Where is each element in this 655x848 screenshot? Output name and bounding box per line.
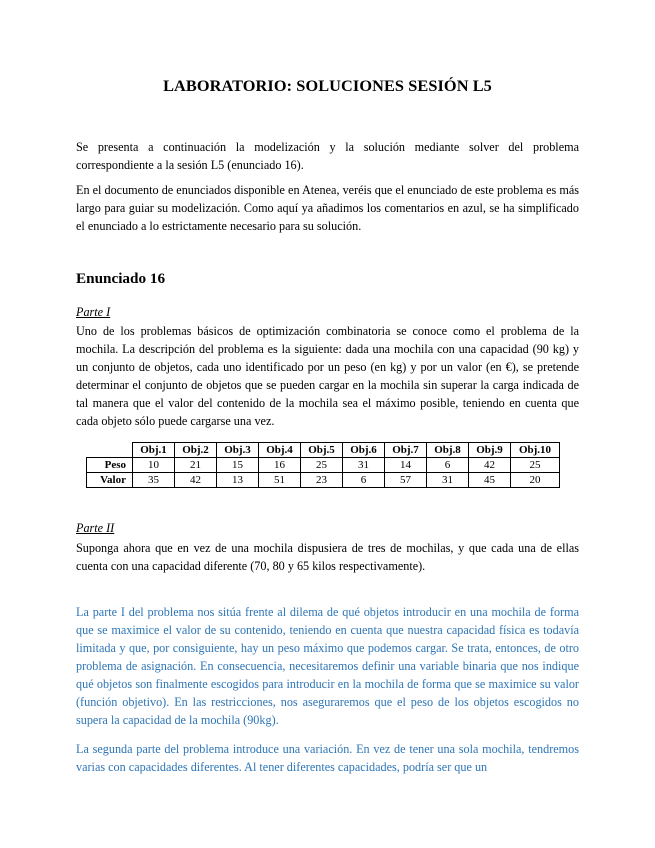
- table-cell: 10: [133, 458, 175, 473]
- parte-2-label: Parte II: [76, 521, 115, 535]
- intro-paragraph-2: En el documento de enunciados disponible en Atenea, veréis que el enunciado de este problema es más largo para guiar su modelización. Como aquí ya añadimos los comentarios en azul, se ha simplificado el enunciado a lo estrictamente necesario para su solución.: [76, 183, 579, 233]
- table-corner-cell: [87, 443, 133, 458]
- table-cell: 31: [427, 473, 469, 488]
- table-cell: 57: [385, 473, 427, 488]
- table-cell: 42: [175, 473, 217, 488]
- table-cell: 31: [343, 458, 385, 473]
- table-cell: 6: [343, 473, 385, 488]
- objects-table: [86, 442, 560, 488]
- table-row-valor: [87, 473, 560, 488]
- table-header-cell: Obj.1: [133, 443, 175, 458]
- table-header-cell: Obj.5: [301, 443, 343, 458]
- table-cell: 20: [511, 473, 560, 488]
- table-cell: 35: [133, 473, 175, 488]
- table-cell: 25: [511, 458, 560, 473]
- table-cell: 42: [469, 458, 511, 473]
- parte-1-label: Parte I: [76, 305, 111, 319]
- comment-paragraph-1: La parte I del problema nos sitúa frente al dilema de qué objetos introducir en una mochila de forma que se maximice el valor de su contenido, teniendo en cuenta que nuestra capacidad física es todavía limitada y que, por consiguiente, hay un peso máximo que podemos cargar. Se trata, entonces, de otro problema de asignación. En consecuencia, necesitaremos definir una variable binaria que nos indique qué objetos son finalmente escogidos para introducir en la mochila de forma que se maximice su valor (función objetivo). En las restricciones, nos aseguraremos que el peso de los objetos escogidos no supera la capacidad de la mochila (90kg).: [76, 605, 579, 727]
- table-cell: 13: [217, 473, 259, 488]
- table-cell: 51: [259, 473, 301, 488]
- section-heading: Enunciado 16: [76, 270, 166, 287]
- table-cell: 45: [469, 473, 511, 488]
- table-row-peso: [87, 458, 560, 473]
- row-label-peso: Peso: [87, 458, 133, 473]
- table-header-cell: Obj.7: [385, 443, 427, 458]
- row-label-valor: Valor: [87, 473, 133, 488]
- document-title: LABORATORIO: SOLUCIONES SESIÓN L5: [163, 76, 492, 95]
- table-header-cell: Obj.9: [469, 443, 511, 458]
- comment-paragraph-2: La segunda parte del problema introduce una variación. En vez de tener una sola mochila, tendremos varias con capacidades diferentes. Al tener diferentes capacidades, podría ser que un: [76, 742, 579, 774]
- intro-paragraph-1: Se presenta a continuación la modelización y la solución mediante solver del problema correspondiente a la sesión L5 (enunciado 16).: [76, 140, 579, 172]
- table-header-cell: Obj.8: [427, 443, 469, 458]
- parte-1-text: Uno de los problemas básicos de optimización combinatoria se conoce como el problema de la mochila. La descripción del problema es la siguiente: dada una mochila con una capacidad (90 kg) y un conjunto de objetos, cada uno identificado por un peso (en kg) y por un valor (en €), se pretende determinar el conjunto de objetos que se pueden cargar en la mochila sin superar la carga indicada de tal manera que el valor del contenido de la mochila sea el máximo posible, teniendo en cuenta que cada objeto sólo puede cargarse una vez.: [76, 324, 579, 428]
- table-cell: 23: [301, 473, 343, 488]
- table-cell: 25: [301, 458, 343, 473]
- table-header-cell: Obj.10: [511, 443, 560, 458]
- table-cell: 15: [217, 458, 259, 473]
- table-cell: 21: [175, 458, 217, 473]
- table-header-cell: Obj.4: [259, 443, 301, 458]
- parte-2-text: Suponga ahora que en vez de una mochila dispusiera de tres de mochilas, y que cada una de ellas cuenta con una capacidad diferente (70, 80 y 65 kilos respectivamente).: [76, 541, 579, 573]
- table-header-cell: Obj.3: [217, 443, 259, 458]
- table-cell: 16: [259, 458, 301, 473]
- table-cell: 14: [385, 458, 427, 473]
- table-header-cell: Obj.6: [343, 443, 385, 458]
- table-header-cell: Obj.2: [175, 443, 217, 458]
- table-cell: 6: [427, 458, 469, 473]
- table-header-row: [87, 443, 560, 458]
